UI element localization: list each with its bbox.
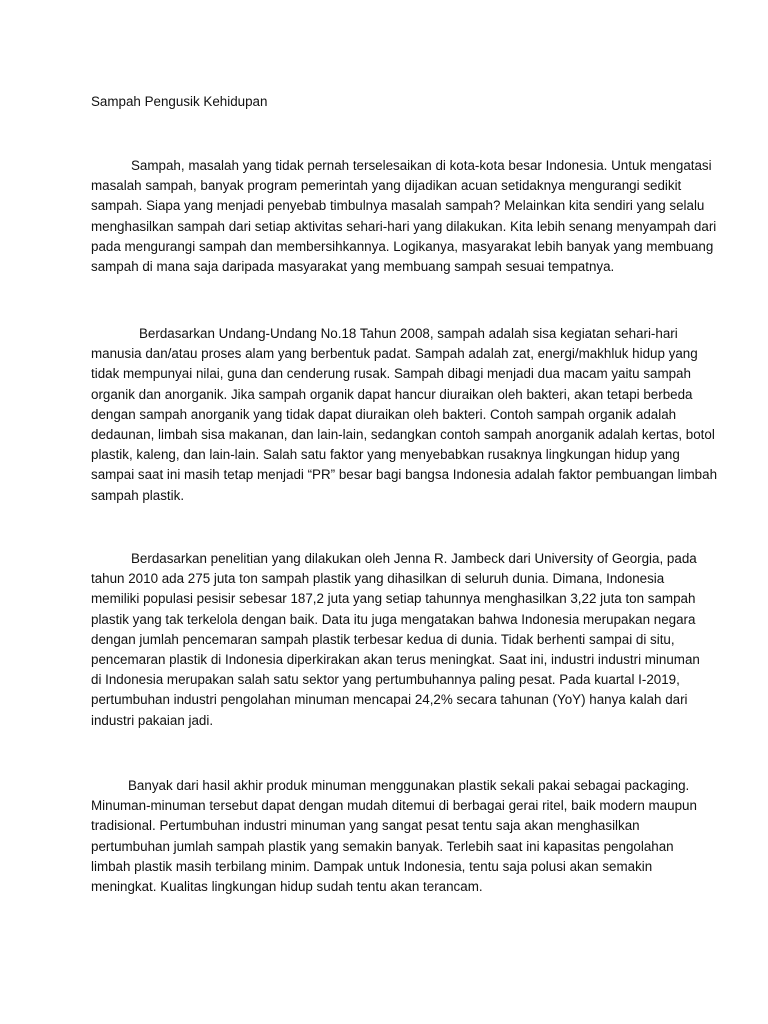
text-line: organik dan anorganik. Jika sampah organik dapat hancur diuraikan oleh bakteri, akan tetapi berbeda <box>91 386 693 402</box>
text-line: dengan jumlah pencemaran sampah plastik terbesar kedua di dunia. Tidak berhenti sampai di situ, <box>91 631 675 647</box>
text-line: di Indonesia merupakan salah satu sektor yang pertumbuhannya paling pesat. Pada kuartal I-2019, <box>91 672 680 688</box>
paragraph <box>91 324 718 506</box>
text-line: meningkat. Kualitas lingkungan hidup sudah tentu akan terancam. <box>91 879 483 895</box>
text-line: pada mengurangi sampah dan membersihkannya. Logikanya, masyarakat lebih banyak yang membuang <box>91 238 714 254</box>
text-line: tahun 2010 ada 275 juta ton sampah plastik yang dihasilkan di seluruh dunia. Dimana, Indonesia <box>91 571 665 587</box>
text-line: Minuman-minuman tersebut dapat dengan mudah ditemui di berbagai gerai ritel, baik modern maupun <box>91 798 697 814</box>
text-line: industri pakaian jadi. <box>91 712 214 728</box>
text-line: pertumbuhan industri pengolahan minuman mencapai 24,2% secara tahunan (YoY) hanya kalah dari <box>91 692 688 708</box>
paragraph <box>91 549 700 731</box>
text-line: limbah plastik masih terbilang minim. Dampak untuk Indonesia, tentu saja polusi akan semakin <box>91 858 653 874</box>
text-line: sampah di mana saja daripada masyarakat yang membuang sampah sesuai tempatnya. <box>91 259 615 275</box>
text-line: sampah plastik. <box>91 487 185 503</box>
text-line: Berdasarkan Undang-Undang No.18 Tahun 2008, sampah adalah sisa kegiatan sehari-hari <box>139 326 678 341</box>
text-line: dengan sampah anorganik yang tidak dapat diuraikan oleh bakteri. Contoh sampah organik adalah <box>91 406 677 422</box>
text-line: pencemaran plastik di Indonesia diperkirakan akan terus meningkat. Saat ini, industri industri minuman <box>91 652 700 668</box>
paragraph <box>91 156 717 277</box>
text-line: masalah sampah, banyak program pemerintah yang dijadikan acuan setidaknya mengurangi sedikit <box>91 178 682 194</box>
text-line: manusia dan/atau proses alam yang berbentuk padat. Sampah adalah zat, energi/makhluk hidup yang <box>91 346 698 362</box>
text-line: tidak mempunyai nilai, guna dan cenderung rusak. Sampah dibagi menjadi dua macam yaitu sampah <box>91 366 691 382</box>
text-line: Banyak dari hasil akhir produk minuman menggunakan plastik sekali pakai sebagai packaging. <box>128 778 690 793</box>
document-title: Sampah Pengusik Kehidupan <box>91 94 268 109</box>
text-line: plastik, kaleng, dan lain-lain. Salah satu faktor yang menyebabkan rusaknya lingkungan hidup yang <box>91 447 680 463</box>
text-line: dedaunan, limbah sisa makanan, dan lain-lain, sedangkan contoh sampah anorganik adalah kertas, botol <box>91 427 715 443</box>
text-line: memiliki populasi pesisir sebesar 187,2 juta yang setiap tahunnya menghasilkan 3,22 juta ton sampah <box>91 591 696 607</box>
paragraph <box>91 776 697 897</box>
text-line: Sampah, masalah yang tidak pernah terselesaikan di kota-kota besar Indonesia. Untuk mengatasi <box>131 158 712 173</box>
text-line: tradisional. Pertumbuhan industri minuman yang sangat pesat tentu saja akan menghasilkan <box>91 818 640 834</box>
text-line: sampai saat ini masih tetap menjadi “PR” besar bagi bangsa Indonesia adalah faktor pembuangan limbah <box>91 467 718 483</box>
text-line: Berdasarkan penelitian yang dilakukan oleh Jenna R. Jambeck dari University of Georgia, pada <box>131 551 697 566</box>
text-line: plastik yang tak terkelola dengan baik. Data itu juga mengatakan bahwa Indonesia merupakan negara <box>91 611 696 627</box>
text-line: menghasilkan sampah dari setiap aktivitas sehari-hari yang dilakukan. Kita lebih senang menyampah dari <box>91 218 717 234</box>
text-line: sampah. Siapa yang menjadi penyebab timbulnya masalah sampah? Melainkan kita sendiri yang selalu <box>91 198 705 214</box>
text-line: pertumbuhan jumlah sampah plastik yang semakin banyak. Terlebih saat ini kapasitas pengolahan <box>91 838 674 854</box>
